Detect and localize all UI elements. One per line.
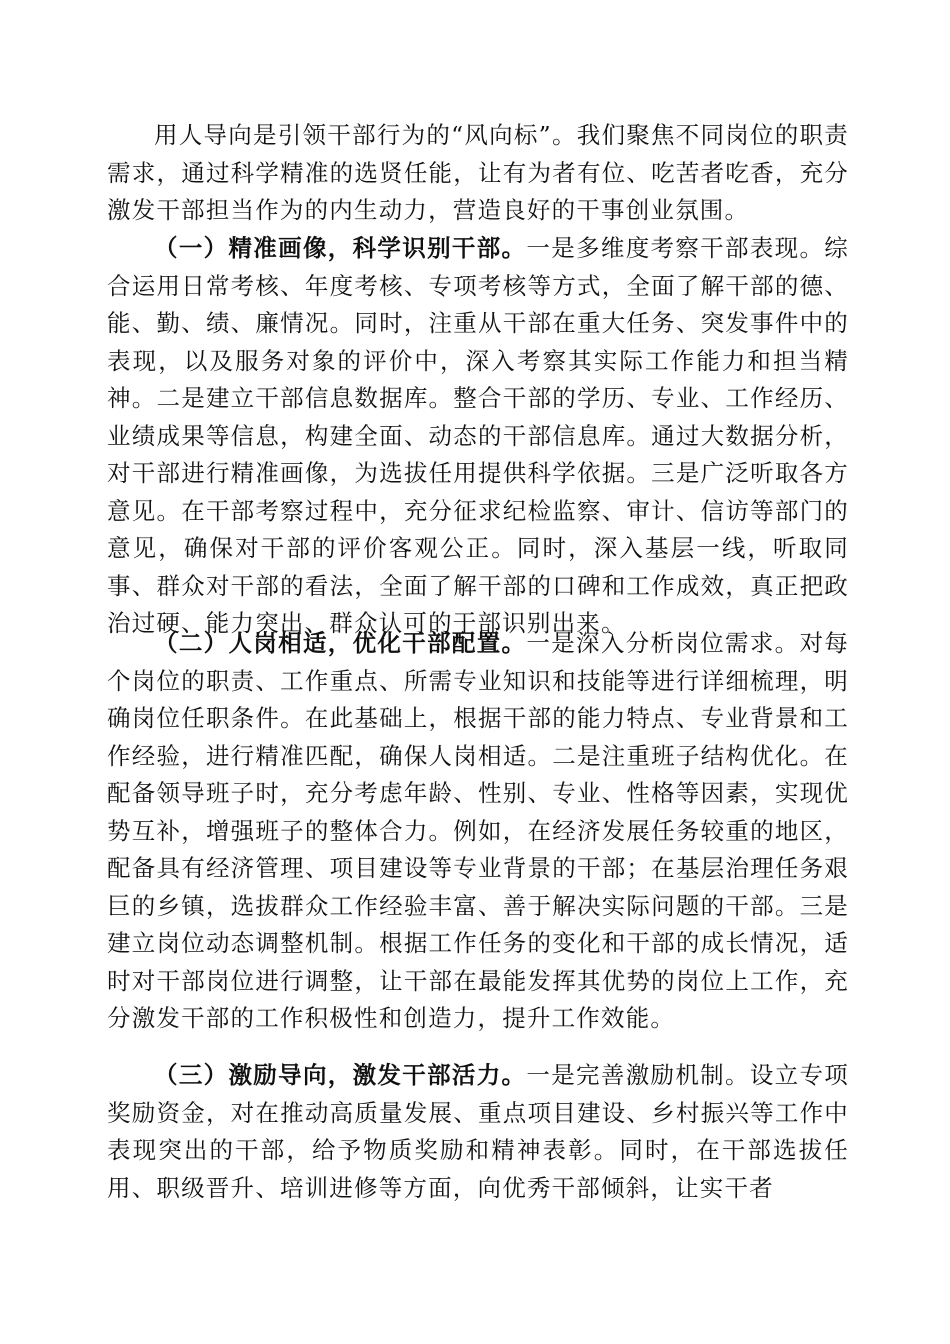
- section-1-heading: （一）精准画像，科学识别干部。: [154, 234, 527, 262]
- section-3-heading: （三）激励导向，激发干部活力。: [154, 1061, 527, 1089]
- section-2-heading: （二）人岗相适，优化干部配置。: [154, 629, 527, 657]
- intro-paragraph: [107, 117, 849, 230]
- section-2-paragraph: [107, 625, 849, 1038]
- section-1-paragraph: [107, 230, 849, 643]
- section-1-text: 一是多维度考察干部表现。综合运用日常考核、年度考核、专项考核等方式，全面了解干部的德、能、勤、绩、廉情况。同时，注重从干部在重大任务、突发事件中的表现，以及服务对象的评价中，深入考察其实际工作能力和担当精神。二是建立干部信息数据库。整合干部的学历、专业、工作经历、业绩成果等信息，构建全面、动态的干部信息库。通过大数据分析，对干部进行精准画像，为选拔任用提供科学依据。三是广泛听取各方意见。在干部考察过程中，充分征求纪检监察、审计、信访等部门的意见，确保对干部的评价客观公正。同时，深入基层一线，听取同事、群众对干部的看法，全面了解干部的口碑和工作成效，真正把政治过硬、能力突出、群众认可的干部识别出来。: [107, 234, 849, 637]
- section-2-text: 一是深入分析岗位需求。对每个岗位的职责、工作重点、所需专业知识和技能等进行详细梳理，明确岗位任职条件。在此基础上，根据干部的能力特点、专业背景和工作经验，进行精准匹配，确保人岗相适。二是注重班子结构优化。在配备领导班子时，充分考虑年龄、性别、专业、性格等因素，实现优势互补，增强班子的整体合力。例如，在经济发展任务较重的地区，配备具有经济管理、项目建设等专业背景的干部；在基层治理任务艰巨的乡镇，选拔群众工作经验丰富、善于解决实际问题的干部。三是建立岗位动态调整机制。根据工作任务的变化和干部的成长情况，适时对干部岗位进行调整，让干部在最能发挥其优势的岗位上工作，充分激发干部的工作积极性和创造力，提升工作效能。: [107, 629, 849, 1032]
- section-3-paragraph: [107, 1057, 849, 1207]
- section-3-text: 一是完善激励机制。设立专项奖励资金，对在推动高质量发展、重点项目建设、乡村振兴等工作中表现突出的干部，给予物质奖励和精神表彰。同时，在干部选拔任用、职级晋升、培训进修等方面，向优秀干部倾斜，让实干者: [107, 1061, 849, 1202]
- intro-paragraph-text: 用人导向是引领干部行为的“风向标”。我们聚焦不同岗位的职责需求，通过科学精准的选贤任能，让有为者有位、吃苦者吃香，充分激发干部担当作为的内生动力，营造良好的干事创业氛围。: [107, 121, 849, 224]
